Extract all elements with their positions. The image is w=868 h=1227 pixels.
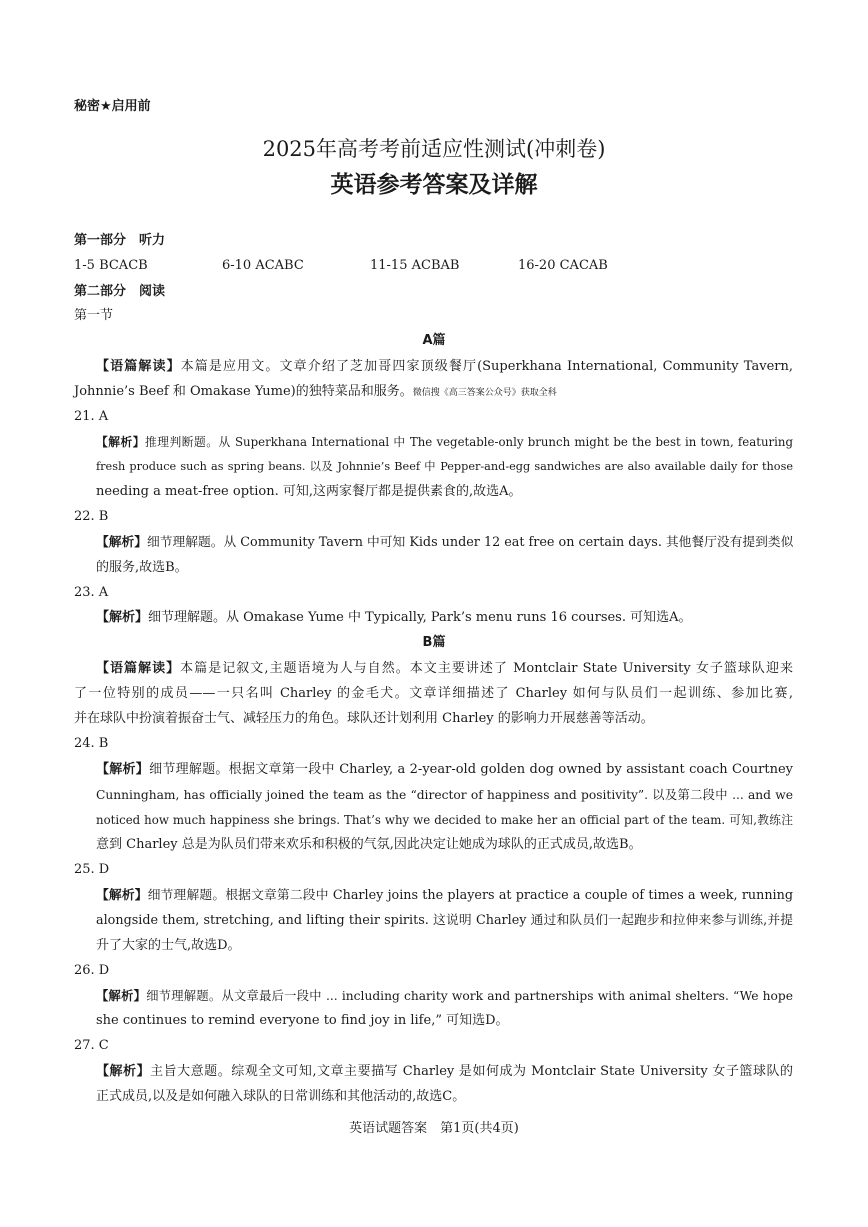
analysis-tag: 【解析】: [96, 610, 149, 625]
analysis-tag: 【解析】: [96, 1064, 151, 1079]
intro-text: Johnnie’s Beef 和 Omakase Yume)的独特菜品和服务。: [74, 384, 413, 399]
passage-b-title: B篇: [422, 635, 446, 650]
analysis-tag: 【解析】: [96, 435, 145, 449]
explanation-text: 细节理解题。根据文章第二段中 Charley joins the players at practice a couple of times a week, running: [147, 888, 793, 903]
explanation-text: 细节理解题。从 Community Tavern 中可知 Kids under 12 eat free on certain days. 其他餐厅没有提到类似: [147, 535, 794, 550]
q25-explanation-line2: alongside them, stretching, and lifting their spirits. 这说明 Charley 通过和队员们一起跑步和拉伸来参与训练,并提: [96, 913, 793, 928]
q27-explanation-line2: 正式成员,以及是如何融入球队的日常训练和其他活动的,故选C。: [96, 1089, 466, 1104]
intro-tag: 【语篇解读】: [96, 359, 181, 374]
analysis-tag: 【解析】: [96, 888, 148, 903]
intro-tag: 【语篇解读】: [96, 661, 181, 676]
page-footer: 英语试题答案 第1页(共4页): [349, 1121, 519, 1136]
passage-b-intro-line2: 了一位特别的成员——一只名叫 Charley 的金毛犬。文章详细描述了 Charley 如何与队员们一起训练、参加比赛,: [74, 686, 793, 701]
part2-heading: 第二部分 阅读: [74, 284, 166, 299]
q26-explanation-line1: [96, 988, 793, 1004]
answer-group-1: 1-5 BCACB: [74, 258, 148, 273]
q25-answer: 25. D: [74, 862, 110, 877]
q24-explanation-line2: Cunningham, has officially joined the team as the “director of happiness and positivity”. 以及第二段中 ... and we: [96, 788, 793, 802]
q22-explanation-line2: 的服务,故选B。: [96, 560, 188, 575]
explanation-text: 主旨大意题。综观全文可知,文章主要描写 Charley 是如何成为 Montclair State University 女子篮球队的: [150, 1064, 793, 1079]
passage-a-intro-line2: [74, 384, 557, 401]
q25-explanation-line3: 升了大家的士气,故选D。: [96, 938, 241, 953]
q26-answer: 26. D: [74, 963, 110, 978]
q24-answer: 24. B: [74, 736, 109, 751]
answer-group-4: 16-20 CACAB: [518, 258, 608, 273]
document-subtitle: 英语参考答案及详解: [330, 172, 538, 198]
q21-explanation-line1: [96, 434, 793, 450]
q24-explanation-line3: noticed how much happiness she brings. That’s why we decided to make her an official part of the team. 可知,教练注: [96, 813, 793, 827]
wechat-note: 微信搜《高三答案公众号》获取全科: [412, 388, 557, 398]
q24-explanation-line1: [96, 762, 793, 778]
confidential-label: 秘密★启用前: [74, 99, 151, 114]
explanation-text: 细节理解题。根据文章第一段中 Charley, a 2-year-old golden dog owned by assistant coach Courtney: [149, 762, 793, 777]
exam-title: 2025年高考考前适应性测试(冲刺卷): [262, 137, 606, 161]
q23-explanation-line1: [96, 610, 692, 626]
q26-explanation-line2: she continues to remind everyone to find joy in life,” 可知选D。: [96, 1013, 509, 1028]
answer-group-3: 11-15 ACBAB: [370, 258, 460, 273]
part1-heading: 第一部分 听力: [74, 233, 166, 248]
q25-explanation-line1: [96, 888, 793, 904]
q23-answer: 23. A: [74, 585, 109, 600]
analysis-tag: 【解析】: [96, 988, 147, 1003]
q21-explanation-line3: needing a meat-free option. 可知,这两家餐厅都是提供素食的,故选A。: [96, 484, 522, 499]
analysis-tag: 【解析】: [96, 535, 147, 550]
q27-answer: 27. C: [74, 1038, 109, 1053]
q27-explanation-line1: [96, 1064, 793, 1080]
explanation-text: 细节理解题。从文章最后一段中 ... including charity work and partnerships with animal shelters. “We hope: [146, 989, 794, 1003]
passage-a-intro-line1: [96, 359, 793, 375]
listening-answers: [74, 258, 634, 274]
section-label: 第一节: [74, 308, 114, 323]
explanation-text: 推理判断题。从 Superkhana International 中 The vegetable-only brunch might be the best in town, featuring: [145, 435, 793, 449]
answer-group-2: 6-10 ACABC: [222, 258, 304, 273]
q22-answer: 22. B: [74, 509, 109, 524]
intro-text: 本篇是应用文。文章介绍了芝加哥四家顶级餐厅(Superkhana International, Community Tavern,: [180, 359, 793, 374]
passage-b-intro-line3: 并在球队中扮演着振奋士气、减轻压力的角色。球队还计划利用 Charley 的影响力开展慈善等活动。: [74, 711, 654, 726]
q21-explanation-line2: fresh produce such as spring beans. 以及 Johnnie’s Beef 中 Pepper-and-egg sandwiches are also available daily for those: [96, 460, 793, 473]
passage-b-intro-line1: [96, 661, 793, 677]
intro-text: 本篇是记叙文,主题语境为人与自然。本文主要讲述了 Montclair State University 女子篮球队迎来: [180, 661, 793, 676]
passage-a-title: A篇: [422, 333, 446, 348]
explanation-text: 细节理解题。从 Omakase Yume 中 Typically, Park’s menu runs 16 courses. 可知选A。: [148, 610, 692, 625]
q22-explanation-line1: [96, 535, 793, 551]
q21-answer: 21. A: [74, 409, 109, 424]
q24-explanation-line4: 意到 Charley 总是为队员们带来欢乐和积极的气氛,因此决定让她成为球队的正式成员,故选B。: [96, 837, 642, 852]
analysis-tag: 【解析】: [96, 762, 150, 777]
